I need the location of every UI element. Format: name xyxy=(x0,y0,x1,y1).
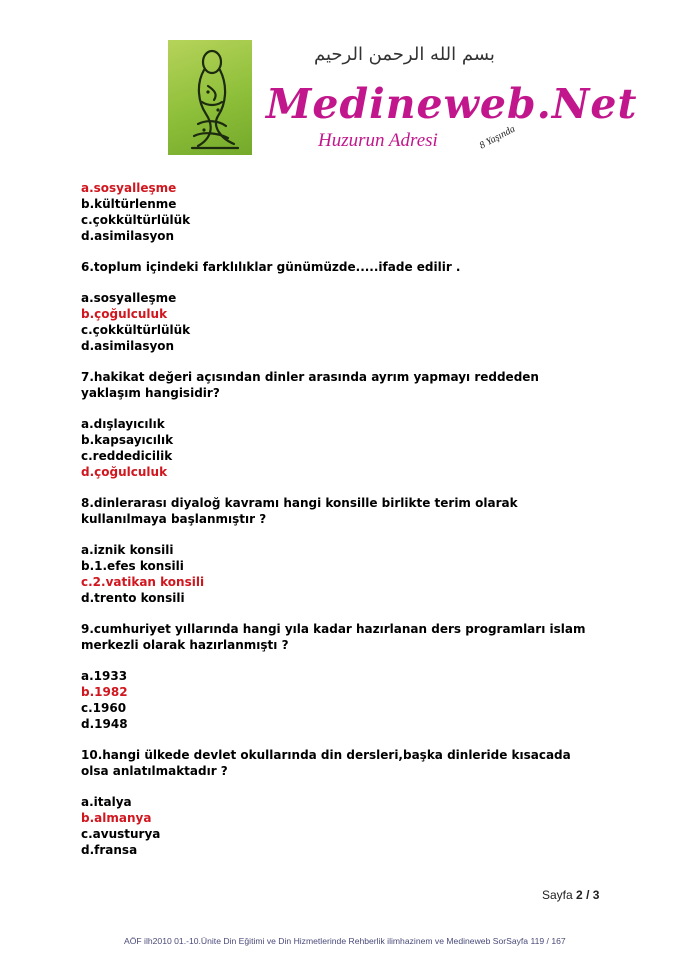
question-text: 8.dinlerarası diyaloğ kavramı hangi konsille birlikte terim olarak kullanılmaya başlanmıştır ? xyxy=(81,496,518,526)
spacer xyxy=(81,275,601,290)
spacer xyxy=(81,732,601,747)
answer-option-correct: b.1982 xyxy=(81,685,128,699)
spacer xyxy=(81,527,601,542)
answer-option: b.1.efes konsili xyxy=(81,559,184,573)
spacer xyxy=(81,779,601,794)
spacer xyxy=(81,401,601,416)
question-text: 6.toplum içindeki farklılıklar günümüzde.....ifade edilir . xyxy=(81,260,461,274)
brand-tagline: Huzurun Adresi xyxy=(318,130,438,151)
answer-option-correct: d.çoğulculuk xyxy=(81,465,168,479)
arabic-basmala: بسم الله الرحمن الرحيم xyxy=(314,44,495,65)
answer-option: c.avusturya xyxy=(81,827,161,841)
spacer xyxy=(81,653,601,668)
question-text: 7.hakikat değeri açısından dinler arasında ayrım yapmayı reddeden yaklaşım hangisidir? xyxy=(81,370,539,400)
answer-option: c.1960 xyxy=(81,701,127,715)
spacer xyxy=(81,480,601,495)
answer-option-correct: b.almanya xyxy=(81,811,152,825)
quiz-content xyxy=(81,180,601,858)
brand-age-badge: 8 Yaşında xyxy=(477,123,518,152)
site-logo xyxy=(168,40,638,156)
answer-option: a.dışlayıcılık xyxy=(81,417,165,431)
question-text: 9.cumhuriyet yıllarında hangi yıla kadar hazırlanan ders programları islam merkezli olarak hazırlanmıştı ? xyxy=(81,622,586,652)
answer-option: c.çokkültürlülük xyxy=(81,213,191,227)
spacer xyxy=(81,244,601,259)
answer-option: a.italya xyxy=(81,795,132,809)
page-total: 3 xyxy=(592,888,600,902)
page-number xyxy=(542,888,599,902)
answer-option: a.sosyalleşme xyxy=(81,291,177,305)
answer-option: c.çokkültürlülük xyxy=(81,323,191,337)
answer-option: d.fransa xyxy=(81,843,138,857)
answer-option: b.kapsayıcılık xyxy=(81,433,174,447)
page-current: 2 xyxy=(576,888,583,902)
answer-option: d.1948 xyxy=(81,717,128,731)
answer-option: b.kültürlenme xyxy=(81,197,177,211)
page-label: Sayfa xyxy=(542,888,573,902)
question-text: 10.hangi ülkede devlet okullarında din dersleri,başka dinleride kısacada olsa anlatılmaktadır ? xyxy=(81,748,571,778)
answer-option: a.iznik konsili xyxy=(81,543,174,557)
calligraphy-figure-icon xyxy=(168,40,252,155)
page-separator: / xyxy=(586,888,590,902)
spacer xyxy=(81,354,601,369)
answer-option-correct: a.sosyalleşme xyxy=(81,181,177,195)
logo-brand-panel xyxy=(256,40,638,156)
answer-option-correct: b.çoğulculuk xyxy=(81,307,168,321)
answer-option: d.asimilasyon xyxy=(81,339,175,353)
spacer xyxy=(81,606,601,621)
answer-option: a.1933 xyxy=(81,669,128,683)
brand-name: Medineweb.Net xyxy=(266,80,638,128)
answer-option: d.asimilasyon xyxy=(81,229,175,243)
answer-option-correct: c.2.vatikan konsili xyxy=(81,575,205,589)
answer-option: d.trento konsili xyxy=(81,591,185,605)
answer-option: c.reddedicilik xyxy=(81,449,173,463)
document-footer: AÖF ilh2010 01.-10.Ünite Din Eğitimi ve Din Hizmetlerinde Rehberlik ilimhazinem ve Medineweb SorSayfa 119 / 167 xyxy=(124,936,566,946)
logo-calligraphy-emblem xyxy=(168,40,252,155)
